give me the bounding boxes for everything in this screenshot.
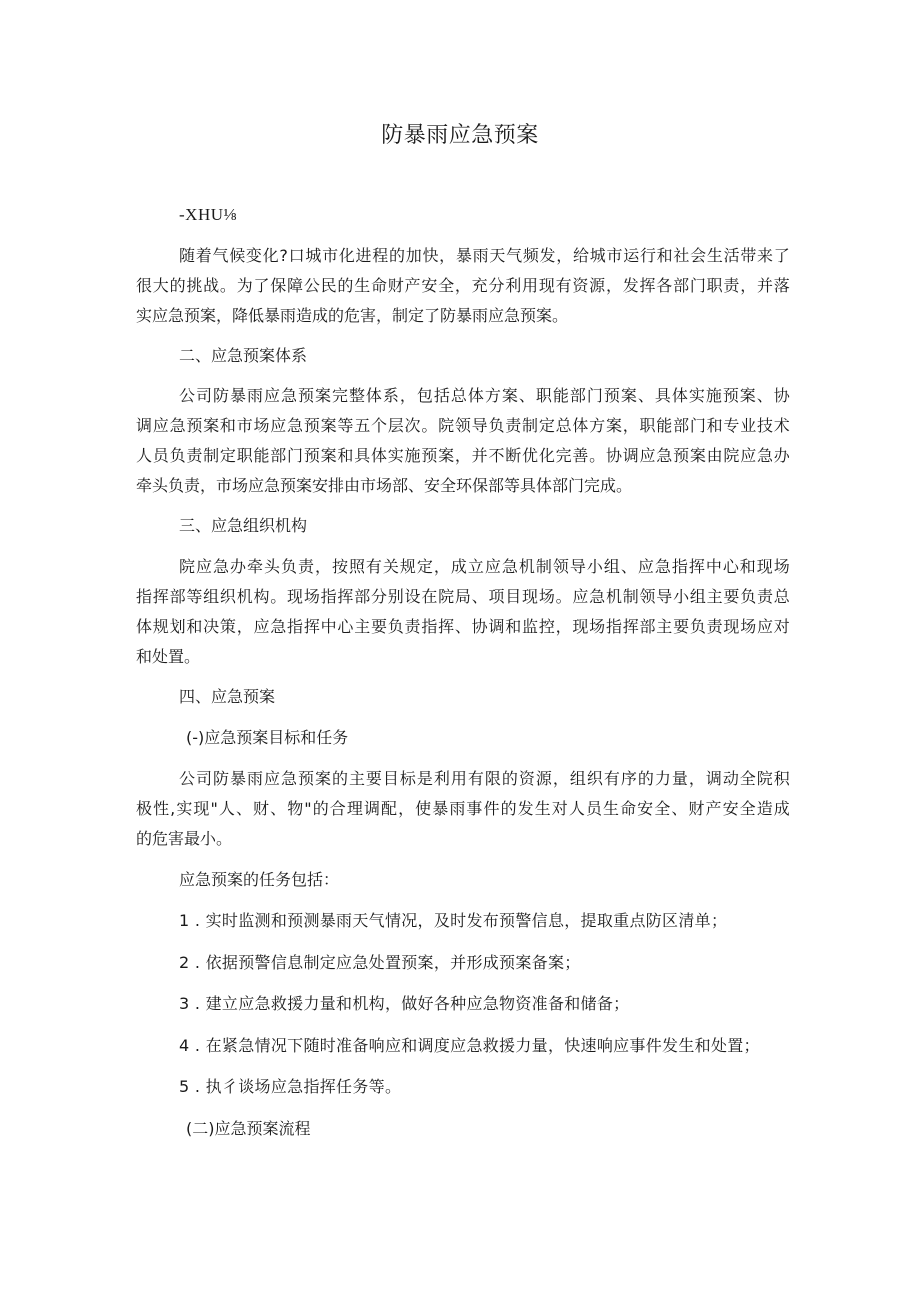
task-item: 1 . 实时监测和预测暴雨天气情况，及时发布预警信息，提取重点防区清单； [179, 911, 728, 930]
section3-para-line: 指挥部等组织机构。现场指挥部分别设在院局、项目现场。应急机制领导小组主要负责总 [136, 587, 790, 606]
section1-para-line: 实应急预案，降低暴雨造成的危害，制定了防暴雨应急预案。 [136, 306, 569, 325]
subsection2-heading: (二)应急预案流程 [186, 1119, 311, 1138]
section3-para-line: 体规划和决策，应急指挥中心主要负责指挥、协调和监控，现场指挥部主要负责现场应对 [136, 617, 790, 636]
section3-heading: 三、应急组织机构 [179, 516, 308, 535]
section2-para-line: 公司防暴雨应急预案完整体系，包括总体方案、职能部门预案、具体实施预案、协 [179, 386, 790, 405]
task-item: 4 . 在紧急情况下随时准备响应和调度应急救援力量，快速响应事件发生和处置； [179, 1036, 760, 1055]
subsection1-heading: (-)应急预案目标和任务 [186, 728, 349, 747]
section4-heading: 四、应急预案 [179, 687, 276, 706]
section3-para-line: 和处置。 [136, 647, 201, 666]
section2-heading: 二、应急预案体系 [179, 346, 308, 365]
section1-heading: -XHU⅛ [179, 205, 237, 224]
subsection1-para-line: 公司防暴雨应急预案的主要目标是利用有限的资源，组织有序的力量，调动全院积 [179, 769, 790, 788]
section1-para-line: 很大的挑战。为了保障公民的生命财产安全，充分利用现有资源，发挥各部门职责，并落 [136, 276, 790, 295]
document-title: 防暴雨应急预案 [381, 123, 539, 148]
task-item: 3 . 建立应急救援力量和机构，做好各种应急物资准备和储备； [179, 994, 630, 1013]
subsection1-para-line: 的危害最小。 [136, 829, 233, 848]
section1-para-line: 随着气候变化?口城市化进程的加快，暴雨天气频发，给城市运行和社会生活带来了 [179, 246, 790, 265]
section3-para-line: 院应急办牵头负责，按照有关规定，成立应急机制领导小组、应急指挥中心和现场 [179, 557, 790, 576]
subsection1-para-line: 极性,实现"人、财、物"的合理调配，使暴雨事件的发生对人员生命安全、财产安全造成 [136, 799, 790, 818]
task-item: 2 . 依据预警信息制定应急处置预案，并形成预案备案； [179, 953, 581, 972]
tasks-intro: 应急预案的任务包括： [179, 870, 340, 889]
section2-para-line: 牵头负责，市场应急预案安排由市场部、安全环保部等具体部门完成。 [136, 476, 633, 495]
task-item: 5 . 执彳谈场应急指挥任务等。 [179, 1077, 402, 1096]
section2-para-line: 调应急预案和市场应急预案等五个层次。院领导负责制定总体方案，职能部门和专业技术 [136, 416, 790, 435]
section2-para-line: 人员负责制定职能部门预案和具体实施预案，并不断优化完善。协调应急预案由院应急办 [136, 446, 790, 465]
